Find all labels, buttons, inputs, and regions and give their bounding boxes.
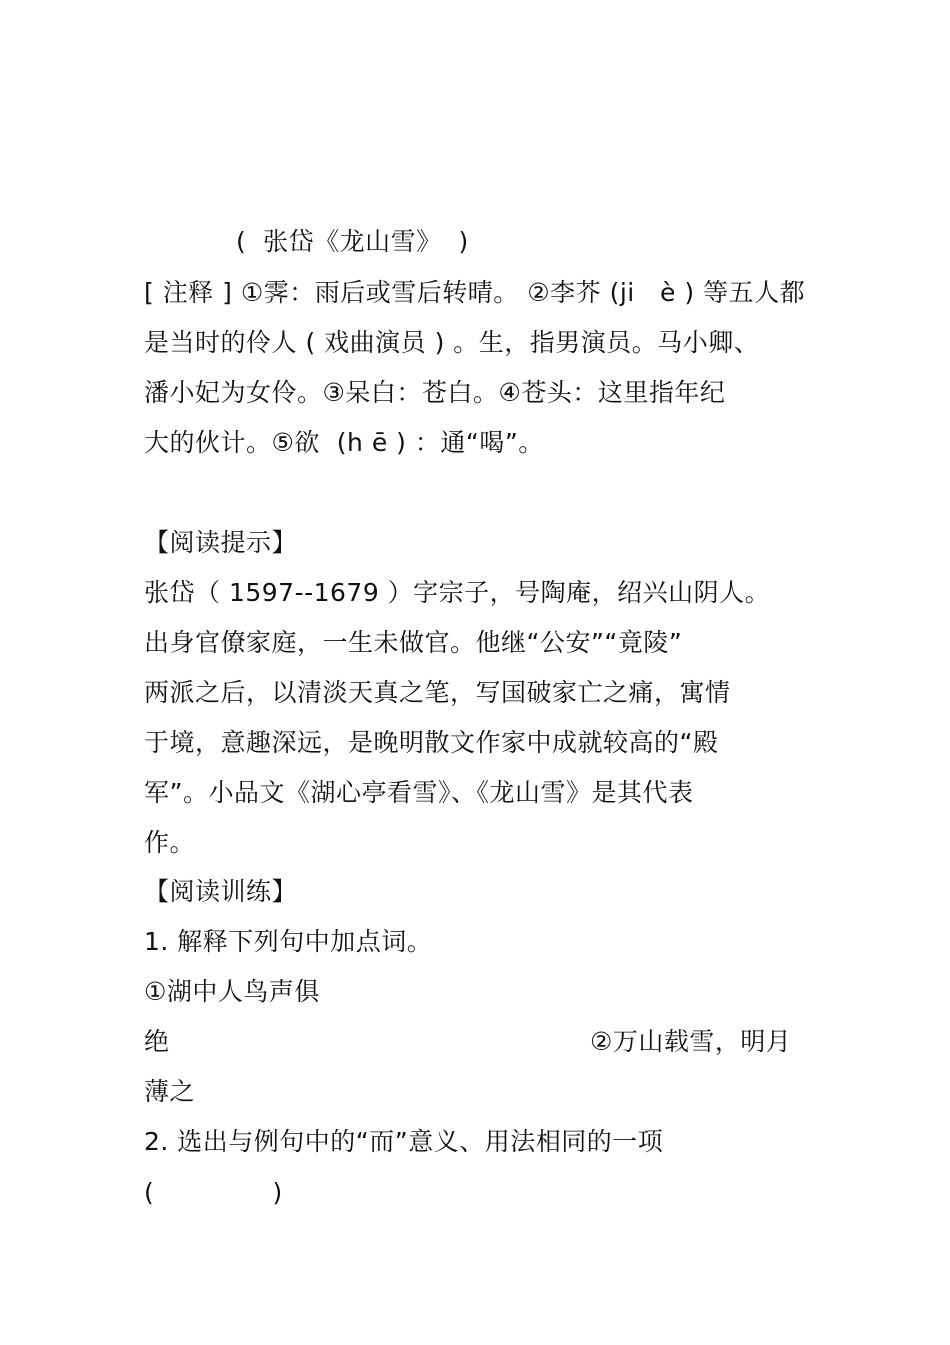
notes-line: 是当时的伶人 ( 戏曲演员 ) 。生，指男演员。马小卿、 <box>144 328 760 357</box>
source-citation: ( 张岱《龙山雪》 ) <box>236 227 469 256</box>
reading-tips-line: 张岱（ 1597--1679 ）字宗子，号陶庵，绍兴山阴人。 <box>144 578 771 607</box>
reading-tips-heading: 【阅读提示】 <box>144 528 298 557</box>
notes-line: 大的伙计。⑤欲 (h ē ) ：通“喝”。 <box>144 428 544 457</box>
question-1-item-1-continued: 绝 <box>144 1027 170 1056</box>
reading-tips-line: 两派之后，以清淡天真之笔，写国破家亡之痛，寓情 <box>144 678 731 707</box>
reading-tips-line: 出身官僚家庭，一生未做官。他继“公安”“竟陵” <box>144 628 683 657</box>
notes-line: [ 注释 ] ①霁：雨后或雪后转晴。 ②李芥 (ji è ) 等五人都 <box>144 278 806 307</box>
reading-tips-line: 于境，意趣深远，是晚明散文作家中成就较高的“殿 <box>144 728 719 757</box>
question-2-answer-blank: ( ) <box>144 1178 283 1207</box>
question-2-prompt: 2. 选出与例句中的“而”意义、用法相同的一项 <box>144 1127 664 1156</box>
question-1-item-2: ②万山载雪，明月 <box>590 1027 792 1056</box>
reading-tips-line: 军”。小品文《湖心亭看雪》、《龙山雪》是其代表 <box>144 778 694 807</box>
question-1-item-1: ①湖中人鸟声俱 <box>144 977 320 1006</box>
question-1-item-2-continued: 薄之 <box>144 1077 196 1106</box>
notes-line: 潘小妃为女伶。③呆白：苍白。④苍头：这里指年纪 <box>144 378 726 407</box>
reading-tips-line: 作。 <box>144 828 196 857</box>
reading-training-heading: 【阅读训练】 <box>144 877 298 906</box>
question-1-prompt: 1. 解释下列句中加点词。 <box>144 927 433 956</box>
